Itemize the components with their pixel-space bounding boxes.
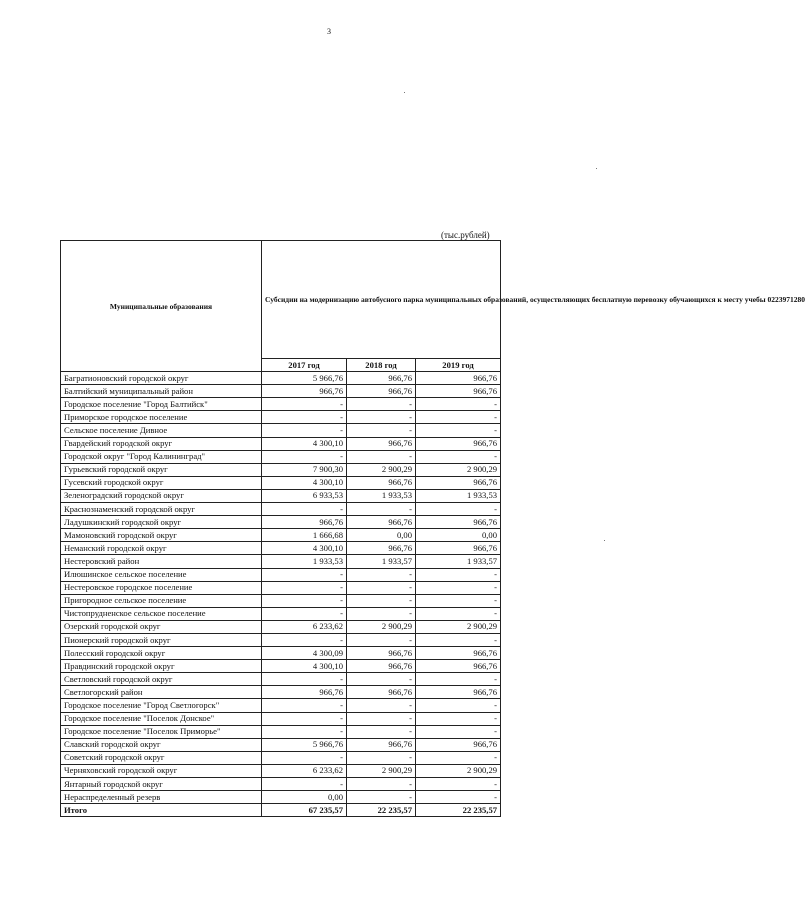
subsidy-value-2018: 966,76 <box>347 385 416 398</box>
municipality-name: Нестеровский район <box>61 555 262 568</box>
table-row <box>61 673 501 686</box>
subsidy-value-2019: 966,76 <box>416 437 501 450</box>
municipality-name: Славский городской округ <box>61 738 262 751</box>
subsidy-value-2017: 6 233,62 <box>262 764 347 777</box>
subsidy-value-2019: - <box>416 398 501 411</box>
subsidy-value-2017: 966,76 <box>262 385 347 398</box>
subsidy-value-2017: - <box>262 581 347 594</box>
subsidy-value-2018: 966,76 <box>347 476 416 489</box>
subsidy-value-2017: - <box>262 450 347 463</box>
subsidy-value-2018: 966,76 <box>347 437 416 450</box>
municipality-header: Муниципальные образования <box>61 241 262 372</box>
municipality-name: Пригородное сельское поселение <box>61 594 262 607</box>
subsidy-value-2019: - <box>416 424 501 437</box>
subsidy-value-2018: - <box>347 568 416 581</box>
subsidy-value-2019: - <box>416 725 501 738</box>
subsidy-value-2018: 966,76 <box>347 647 416 660</box>
table-row <box>61 437 501 450</box>
subsidy-value-2019: 1 933,57 <box>416 555 501 568</box>
subsidy-value-2018: - <box>347 633 416 646</box>
municipality-name: Багратионовский городской округ <box>61 372 262 385</box>
year-header-2017: 2017 год <box>262 359 347 372</box>
municipality-name: Черняховский городской округ <box>61 764 262 777</box>
table-row <box>61 594 501 607</box>
subsidy-header: Субсидии на модернизацию автобусного парка муниципальных образований, осуществляющих бесплатную перевозку обучающихся к месту учебы 0223971280 <box>262 241 501 359</box>
year-header-2018: 2018 год <box>347 359 416 372</box>
subsidy-value-2019: 966,76 <box>416 738 501 751</box>
municipality-name: Советский городской округ <box>61 751 262 764</box>
municipality-name: Зеленоградский городской округ <box>61 489 262 502</box>
subsidy-value-2018: - <box>347 725 416 738</box>
subsidy-value-2019: 966,76 <box>416 542 501 555</box>
subsidy-value-2019: 22 235,57 <box>416 804 501 817</box>
subsidy-value-2018: 0,00 <box>347 529 416 542</box>
subsidy-value-2019: - <box>416 503 501 516</box>
page-number: 3 <box>327 27 331 36</box>
municipality-name: Янтарный городской округ <box>61 778 262 791</box>
table-body <box>61 372 501 817</box>
subsidy-value-2019: 966,76 <box>416 647 501 660</box>
municipality-name: Гусевский городской округ <box>61 476 262 489</box>
table-row <box>61 411 501 424</box>
subsidy-value-2019: - <box>416 581 501 594</box>
table-row <box>61 489 501 502</box>
subsidy-value-2019: 966,76 <box>416 385 501 398</box>
subsidy-value-2019: 1 933,53 <box>416 489 501 502</box>
subsidy-value-2018: - <box>347 581 416 594</box>
subsidy-value-2017: - <box>262 398 347 411</box>
subsidy-value-2019: - <box>416 699 501 712</box>
municipality-name: Неманский городской округ <box>61 542 262 555</box>
table-row <box>61 463 501 476</box>
subsidy-value-2019: 2 900,29 <box>416 764 501 777</box>
subsidy-value-2019: - <box>416 791 501 804</box>
subsidy-value-2017: 966,76 <box>262 516 347 529</box>
municipality-name: Городское поселение "Город Балтийск" <box>61 398 262 411</box>
subsidy-value-2017: - <box>262 424 347 437</box>
municipality-name: Полесский городской округ <box>61 647 262 660</box>
subsidy-value-2018: - <box>347 398 416 411</box>
municipality-name: Городское поселение "Поселок Приморье" <box>61 725 262 738</box>
subsidy-value-2019: - <box>416 450 501 463</box>
subsidy-value-2018: - <box>347 450 416 463</box>
scan-speck <box>596 168 597 169</box>
subsidy-value-2018: 2 900,29 <box>347 620 416 633</box>
municipality-name: Сельское поселение Дивное <box>61 424 262 437</box>
subsidy-value-2018: - <box>347 607 416 620</box>
subsidy-value-2017: 6 233,62 <box>262 620 347 633</box>
subsidy-value-2017: - <box>262 751 347 764</box>
table-row <box>61 581 501 594</box>
table-row <box>61 686 501 699</box>
scan-speck <box>604 540 605 541</box>
subsidy-value-2017: 966,76 <box>262 686 347 699</box>
table-row <box>61 620 501 633</box>
subsidy-value-2019: - <box>416 633 501 646</box>
table-row <box>61 647 501 660</box>
subsidy-table <box>60 240 805 817</box>
subsidy-value-2019: 966,76 <box>416 686 501 699</box>
subsidy-value-2018: - <box>347 673 416 686</box>
table-row <box>61 660 501 673</box>
subsidy-value-2017: 5 966,76 <box>262 372 347 385</box>
subsidy-value-2017: 1 933,53 <box>262 555 347 568</box>
subsidy-value-2019: - <box>416 673 501 686</box>
subsidy-value-2018: - <box>347 751 416 764</box>
subsidy-value-2018: - <box>347 411 416 424</box>
scan-speck <box>404 92 405 93</box>
municipality-name: Светлогорский район <box>61 686 262 699</box>
municipality-name: Краснознаменский городской округ <box>61 503 262 516</box>
municipality-name: Нестеровское городское поселение <box>61 581 262 594</box>
table-row <box>61 542 501 555</box>
subsidy-value-2018: - <box>347 503 416 516</box>
municipality-name: Гурьевский городской округ <box>61 463 262 476</box>
subsidy-value-2018: 22 235,57 <box>347 804 416 817</box>
table-row <box>61 516 501 529</box>
table-row <box>61 778 501 791</box>
subsidy-value-2018: 966,76 <box>347 516 416 529</box>
subsidy-value-2018: 2 900,29 <box>347 463 416 476</box>
subsidy-value-2017: - <box>262 673 347 686</box>
subsidy-value-2017: 1 666,68 <box>262 529 347 542</box>
subsidy-value-2019: 2 900,29 <box>416 463 501 476</box>
subsidy-value-2018: - <box>347 778 416 791</box>
subsidy-value-2019: 0,00 <box>416 529 501 542</box>
table-row <box>61 372 501 385</box>
subsidy-value-2019: - <box>416 594 501 607</box>
subsidy-value-2019: - <box>416 712 501 725</box>
municipality-name: Мамоновский городской округ <box>61 529 262 542</box>
subsidy-value-2017: - <box>262 778 347 791</box>
municipality-name: Нераспределенный резерв <box>61 791 262 804</box>
table-row <box>61 738 501 751</box>
subsidy-value-2017: 5 966,76 <box>262 738 347 751</box>
subsidy-value-2019: - <box>416 751 501 764</box>
table-row <box>61 568 501 581</box>
unit-label: (тыс.рублей) <box>441 230 490 240</box>
subsidy-value-2019: 2 900,29 <box>416 620 501 633</box>
subsidy-value-2017: 0,00 <box>262 791 347 804</box>
municipality-name: Ладушкинский городской округ <box>61 516 262 529</box>
municipality-name: Пионерский городской округ <box>61 633 262 646</box>
table-row <box>61 712 501 725</box>
table-row <box>61 791 501 804</box>
subsidy-value-2017: - <box>262 712 347 725</box>
subsidy-value-2017: - <box>262 568 347 581</box>
subsidy-value-2017: 4 300,09 <box>262 647 347 660</box>
subsidy-value-2018: 1 933,57 <box>347 555 416 568</box>
subsidy-value-2018: 966,76 <box>347 542 416 555</box>
subsidy-value-2017: - <box>262 411 347 424</box>
municipality-name: Городское поселение "Город Светлогорск" <box>61 699 262 712</box>
table-row <box>61 476 501 489</box>
subsidy-value-2018: 2 900,29 <box>347 764 416 777</box>
subsidy-value-2017: 6 933,53 <box>262 489 347 502</box>
municipality-name: Чистопрудненское сельское поселение <box>61 607 262 620</box>
subsidy-value-2019: 966,76 <box>416 372 501 385</box>
table-row <box>61 529 501 542</box>
table-row <box>61 607 501 620</box>
table-row <box>61 385 501 398</box>
subsidy-value-2018: - <box>347 791 416 804</box>
table-row <box>61 633 501 646</box>
municipality-name: Светловский городской округ <box>61 673 262 686</box>
municipality-name: Гвардейский городской округ <box>61 437 262 450</box>
subsidy-value-2017: 67 235,57 <box>262 804 347 817</box>
subsidy-value-2018: 966,76 <box>347 738 416 751</box>
subsidy-value-2017: - <box>262 633 347 646</box>
municipality-name: Приморское городское поселение <box>61 411 262 424</box>
table-row <box>61 725 501 738</box>
subsidy-value-2018: 1 933,53 <box>347 489 416 502</box>
subsidy-value-2019: - <box>416 607 501 620</box>
subsidy-value-2019: - <box>416 778 501 791</box>
municipality-name: Итого <box>61 804 262 817</box>
municipality-name: Озерский городской округ <box>61 620 262 633</box>
table-row <box>61 503 501 516</box>
municipality-name: Илюшинское сельское поселение <box>61 568 262 581</box>
subsidy-value-2018: - <box>347 699 416 712</box>
municipality-name: Правдинский городской округ <box>61 660 262 673</box>
subsidy-value-2019: 966,76 <box>416 660 501 673</box>
year-header-2019: 2019 год <box>416 359 501 372</box>
municipality-name: Городской округ "Город Калининград" <box>61 450 262 463</box>
total-row <box>61 804 501 817</box>
subsidy-value-2017: - <box>262 607 347 620</box>
table-row <box>61 751 501 764</box>
municipality-name: Городское поселение "Поселок Донское" <box>61 712 262 725</box>
table-row <box>61 764 501 777</box>
subsidy-value-2017: - <box>262 699 347 712</box>
table-row <box>61 555 501 568</box>
subsidy-value-2019: 966,76 <box>416 516 501 529</box>
subsidy-value-2019: 966,76 <box>416 476 501 489</box>
subsidy-value-2017: - <box>262 503 347 516</box>
subsidy-value-2018: - <box>347 712 416 725</box>
subsidy-value-2018: 966,76 <box>347 686 416 699</box>
subsidy-value-2017: 4 300,10 <box>262 476 347 489</box>
subsidy-value-2017: 4 300,10 <box>262 437 347 450</box>
subsidy-value-2018: 966,76 <box>347 660 416 673</box>
subsidy-value-2019: - <box>416 568 501 581</box>
subsidy-value-2017: 7 900,30 <box>262 463 347 476</box>
subsidy-value-2017: - <box>262 594 347 607</box>
subsidy-value-2017: - <box>262 725 347 738</box>
subsidy-value-2017: 4 300,10 <box>262 660 347 673</box>
table-row <box>61 450 501 463</box>
subsidy-value-2019: - <box>416 411 501 424</box>
subsidy-value-2018: - <box>347 424 416 437</box>
subsidy-value-2017: 4 300,10 <box>262 542 347 555</box>
subsidy-value-2018: 966,76 <box>347 372 416 385</box>
subsidy-value-2018: - <box>347 594 416 607</box>
table-row <box>61 398 501 411</box>
table-row <box>61 424 501 437</box>
municipality-name: Балтийский муниципальный район <box>61 385 262 398</box>
table-row <box>61 699 501 712</box>
